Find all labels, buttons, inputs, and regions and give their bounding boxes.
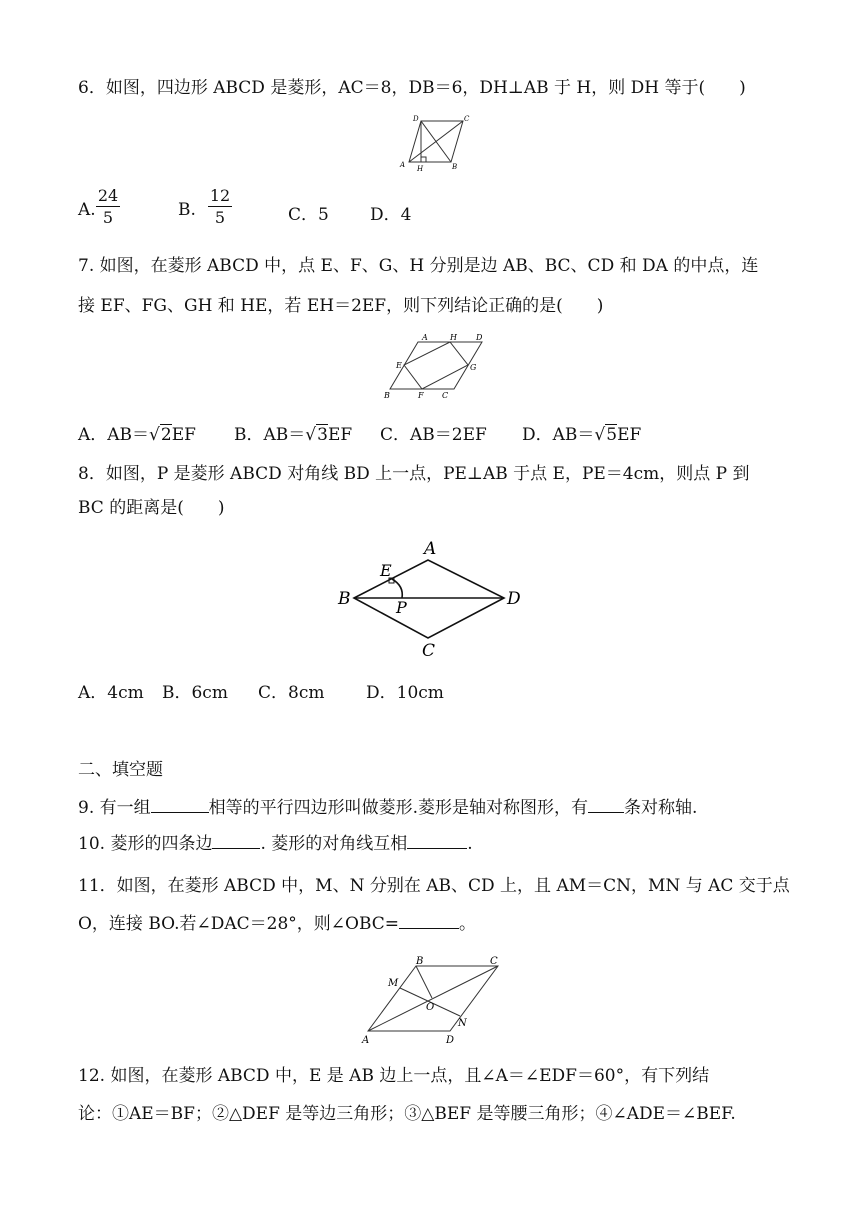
q7-opt-a: A．AB＝√2EF	[78, 425, 196, 445]
q7-opt-d-pre: D．AB＝	[522, 425, 595, 445]
q10-part2: . 菱形的对角线互相	[260, 834, 408, 854]
q7-opt-a-radicand: 2	[160, 425, 172, 445]
q6-opt-a-fraction	[96, 186, 120, 229]
q8-opt-c: C．8cm	[258, 683, 325, 703]
q7-label-g: G	[470, 363, 477, 372]
q6-label-b: B	[452, 163, 458, 171]
q8-label-c: C	[422, 641, 436, 661]
q8-stem-line2: BC 的距离是( )	[78, 498, 225, 518]
q6-label-h: H	[417, 165, 424, 173]
q7-label-c: C	[442, 391, 449, 400]
q8-opt-a: A．4cm	[78, 683, 144, 703]
q9-blank-2[interactable]	[588, 812, 624, 813]
q10-blank-1[interactable]	[212, 848, 260, 849]
q7-label-f: F	[418, 391, 424, 400]
q6-label-a: A	[400, 161, 406, 169]
q8-label-a: A	[424, 539, 437, 559]
q7-options	[78, 420, 778, 444]
q8-label-d: D	[507, 589, 521, 609]
q6-stem: 6．如图，四边形 ABCD 是菱形，AC＝8，DB＝6，DH⊥AB 于 H，则 DH 等于( )	[78, 78, 746, 98]
q11-label-b: B	[416, 956, 424, 967]
q8-figure	[330, 538, 530, 663]
q8-opt-b: B．6cm	[162, 683, 228, 703]
q6-label-d: D	[413, 115, 419, 123]
q6-options	[78, 186, 778, 236]
q6-opt-d: D．4	[370, 205, 412, 225]
q11-blank[interactable]	[399, 928, 459, 929]
q7-opt-d-radicand: 5	[606, 425, 618, 445]
q11-figure	[358, 954, 504, 1046]
q11-label-a: A	[362, 1035, 370, 1046]
q7-label-h: H	[450, 333, 457, 342]
q7-opt-d-post: EF	[617, 425, 642, 445]
q6-opt-a-denominator: 5	[102, 208, 114, 227]
q8-label-p: P	[396, 598, 407, 617]
q11-stem-line2-post: 。	[459, 914, 477, 934]
q10-part3: .	[467, 834, 473, 854]
q8-options	[78, 678, 778, 702]
q9-stem	[78, 796, 697, 820]
q8-opt-d: D．10cm	[366, 683, 444, 703]
q10-stem	[78, 832, 473, 856]
q12-stem-line1: 12. 如图，在菱形 ABCD 中，E 是 AB 边上一点，且∠A＝∠EDF＝60°，有下列结	[78, 1066, 710, 1086]
q7-label-d: D	[476, 333, 483, 342]
q7-opt-b: B．AB＝√3EF	[234, 425, 353, 445]
q7-opt-b-pre: B．AB＝	[234, 425, 306, 445]
q9-part3: 条对称轴.	[624, 798, 698, 818]
q11-stem-line2	[78, 912, 476, 936]
q8-label-e: E	[380, 561, 392, 580]
q11-label-m: M	[388, 978, 399, 989]
q7-label-e: E	[396, 361, 402, 370]
q11-label-d: D	[446, 1035, 455, 1046]
q6-opt-a-label: A.	[78, 200, 96, 220]
q7-figure	[380, 330, 490, 400]
q6-figure	[395, 112, 475, 174]
q7-opt-a-post: EF	[171, 425, 196, 445]
q7-stem-line2: 接 EF、FG、GH 和 HE，若 EH＝2EF，则下列结论正确的是( )	[78, 296, 604, 316]
q7-label-b: B	[384, 391, 390, 400]
q8-stem-line1: 8．如图，P 是菱形 ABCD 对角线 BD 上一点，PE⊥AB 于点 E，PE＝4cm，则点 P 到	[78, 464, 750, 484]
q10-part1: 10. 菱形的四条边	[78, 834, 213, 854]
q6-opt-b-label: B.	[178, 200, 196, 220]
q9-part2: 相等的平行四边形叫做菱形.菱形是轴对称图形，有	[208, 798, 589, 818]
q6-opt-a-numerator: 24	[97, 186, 119, 205]
q11-stem-line2-pre: O，连接 BO.若∠DAC＝28°，则∠OBC=	[78, 914, 400, 934]
q6-label-c: C	[464, 115, 470, 123]
q12-stem-line2: 论：①AE＝BF；②△DEF 是等边三角形；③△BEF 是等腰三角形；④∠ADE＝∠BEF.	[78, 1104, 736, 1124]
q6-opt-b-fraction	[208, 186, 232, 229]
q11-label-n: N	[458, 1018, 467, 1029]
q6-opt-b-denominator: 5	[214, 208, 226, 227]
q6-opt-b-numerator: 12	[209, 186, 231, 205]
q9-part1: 9. 有一组	[78, 798, 151, 818]
q7-opt-b-post: EF	[327, 425, 353, 445]
q11-label-o: O	[426, 1002, 435, 1013]
q8-label-b: B	[338, 589, 351, 609]
q7-opt-d: D．AB＝√5EF	[522, 425, 642, 445]
q9-blank-1[interactable]	[151, 812, 209, 813]
q10-blank-2[interactable]	[407, 848, 467, 849]
q7-stem-line1: 7. 如图，在菱形 ABCD 中，点 E、F、G、H 分别是边 AB、BC、CD 和 DA 的中点，连	[78, 256, 759, 276]
q11-stem-line1: 11．如图，在菱形 ABCD 中，M、N 分别在 AB、CD 上，且 AM＝CN，MN 与 AC 交于点	[78, 876, 790, 896]
section-title-fill-in: 二、填空题	[78, 760, 163, 780]
q6-opt-c: C．5	[288, 205, 329, 225]
q7-label-a: A	[422, 333, 428, 342]
q7-opt-a-pre: A．AB＝	[78, 425, 150, 445]
q7-opt-b-radicand: 3	[317, 425, 328, 445]
q7-opt-c: C．AB＝2EF	[380, 425, 487, 445]
q11-label-c: C	[490, 956, 498, 967]
